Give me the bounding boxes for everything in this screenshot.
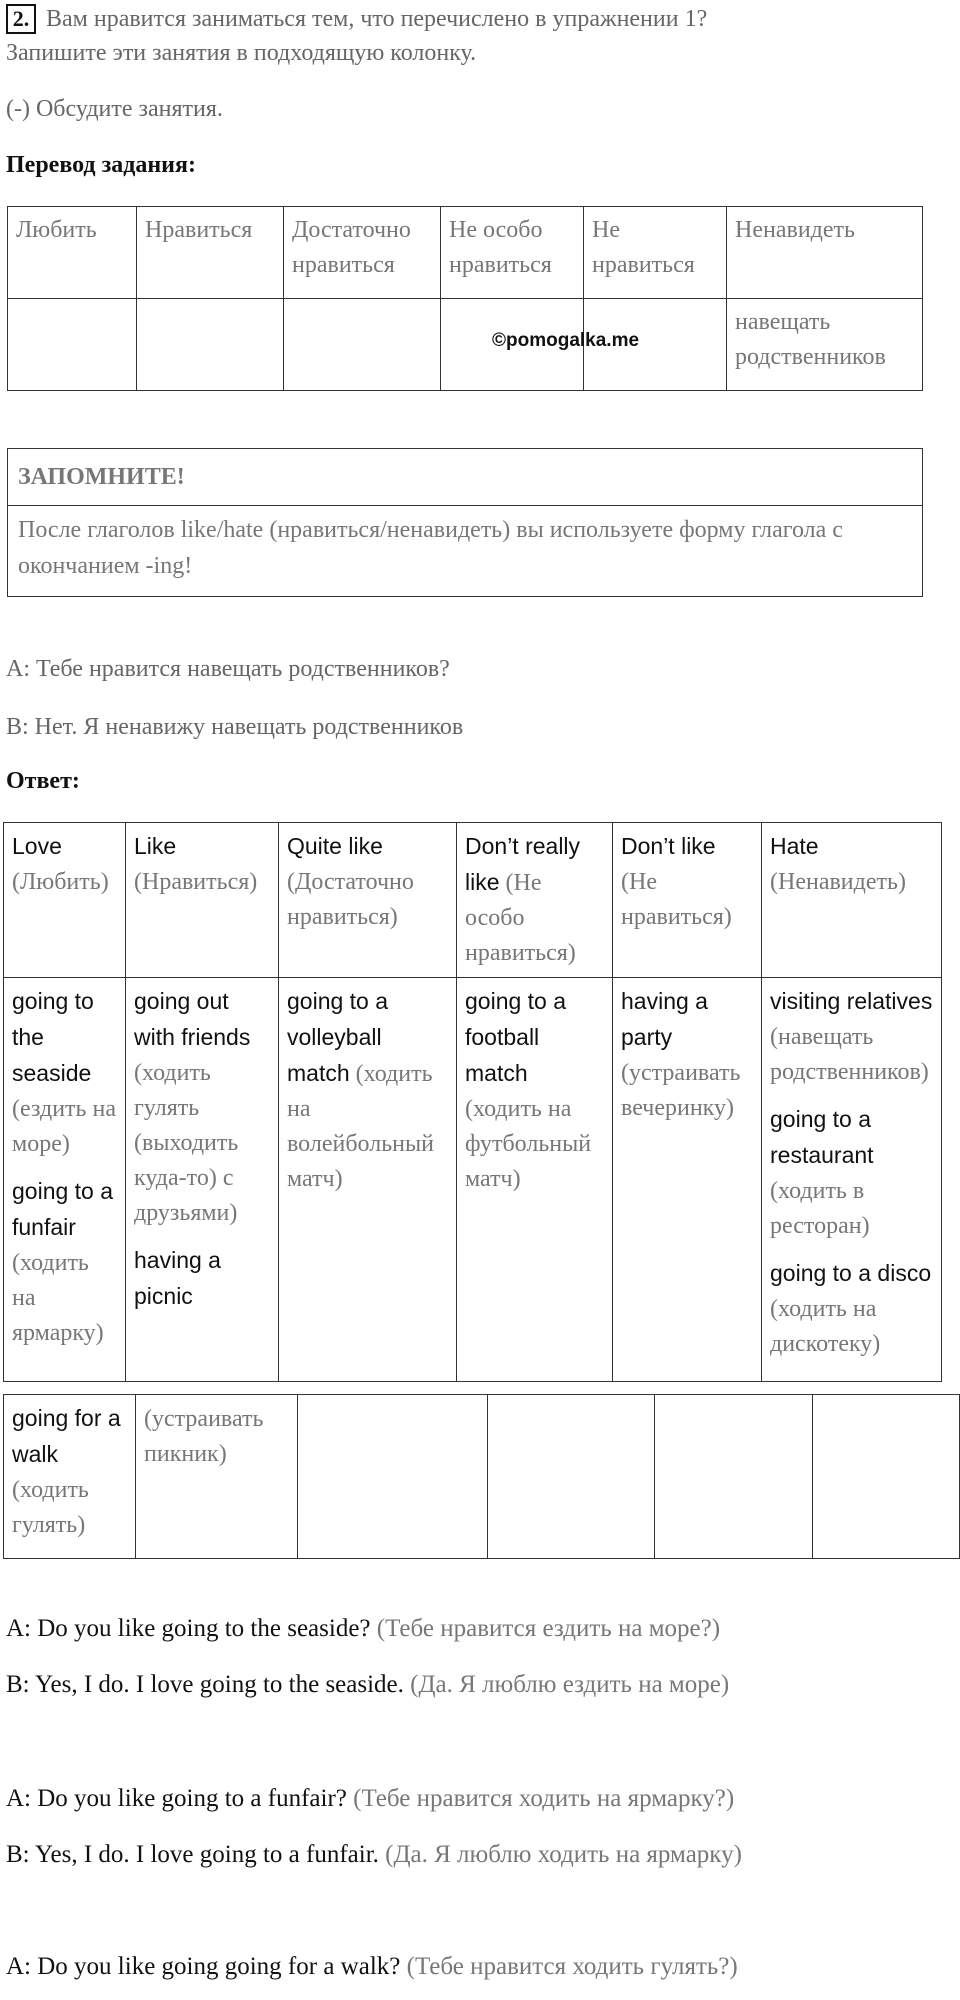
activity-en: going to the seaside — [12, 988, 94, 1086]
dialogue-line — [6, 1950, 738, 1984]
dialogue-en: B: Yes, I do. I love going to the seaside. — [6, 1671, 404, 1698]
t1-header: Нравиться — [137, 207, 284, 299]
dialogue-ru: (Да. Я люблю ходить на ярмарку) — [385, 1841, 742, 1868]
activity-ru: (устраивать вечеринку) — [621, 1060, 741, 1121]
activity-ru: (навещать родственников) — [770, 1024, 929, 1085]
t2-header — [126, 823, 279, 978]
translation-heading: Перевод задания: — [6, 152, 196, 178]
activity-en: going to a funfair — [12, 1178, 114, 1240]
t2-header-ru: (Не особо нравиться) — [465, 870, 576, 966]
task-line-2: Запишите эти занятия в подходящую колонку. — [6, 40, 477, 66]
activity-ru: (ходить гулять) — [12, 1477, 89, 1538]
t1-header: Любить — [8, 207, 137, 299]
ru-dialogue-a: А: Тебе нравится навещать родственников? — [6, 656, 450, 682]
dialogue-en: A: Do you like going going for a walk? — [6, 1953, 401, 1980]
dialogue-line — [6, 1782, 734, 1816]
dialogue-ru: (Да. Я люблю ездить на море) — [410, 1671, 730, 1698]
t2-header-en: Hate — [770, 833, 819, 859]
activity-en: having a picnic — [134, 1247, 221, 1309]
activity-en: going to a disco — [770, 1260, 932, 1286]
t2-cell — [762, 978, 942, 1382]
t2-header — [457, 823, 613, 978]
task-discuss: (-) Обсудите занятия. — [6, 96, 223, 122]
t2-header — [279, 823, 457, 978]
activity-ru: (ходить на волейбольный матч) — [287, 1061, 434, 1192]
t2-header — [762, 823, 942, 978]
dialogue-ru: (Тебе нравится ходить на ярмарку?) — [353, 1785, 735, 1812]
t1-header: Не особо нравиться — [441, 207, 584, 299]
t2-header-ru: (Ненавидеть) — [770, 869, 906, 895]
activity-ru: (ходить гулять (выходить куда-то) с друзьями) — [134, 1060, 239, 1226]
activity-en: going for a walk — [12, 1405, 121, 1467]
t2-cell — [4, 978, 126, 1382]
activity-en: having a party — [621, 988, 708, 1050]
activity-ru: (устраивать пикник) — [144, 1406, 264, 1467]
t3-cell — [4, 1395, 136, 1559]
activity-en: going to a volleyball match — [287, 988, 389, 1086]
task-line-1: Вам нравится заниматься тем, что перечислено в упражнении 1? — [46, 6, 708, 32]
ru-dialogue-b: В: Нет. Я ненавижу навещать родственников — [6, 714, 464, 740]
activity-en: going to a football match — [465, 988, 567, 1086]
remember-body: После глаголов like/hate (нравиться/ненавидеть) вы используете форму глагола с окончанием -ing! — [18, 517, 843, 579]
t2-header-en: Like — [134, 833, 177, 859]
task-text — [6, 2, 707, 70]
translation-table — [7, 206, 923, 391]
dialogue-line — [6, 1838, 742, 1872]
dialogue-ru: (Тебе нравится ходить гулять?) — [406, 1953, 738, 1980]
t2-header-ru: (Любить) — [12, 869, 109, 895]
t1-header: Достаточно нравиться — [284, 207, 441, 299]
t2-header-en: Don’t really like — [465, 833, 581, 895]
remember-box — [7, 448, 923, 597]
t3-cell — [298, 1395, 488, 1559]
remember-title: ЗАПОМНИТЕ! — [8, 449, 922, 506]
t3-cell — [655, 1395, 813, 1559]
t2-header-en: Quite like — [287, 833, 383, 859]
t3-cell — [813, 1395, 960, 1559]
activity-en: going to a restaurant — [770, 1106, 874, 1168]
activity-ru: (ходить на ярмарку) — [12, 1250, 104, 1346]
t2-cell — [457, 978, 613, 1382]
t2-cell — [279, 978, 457, 1382]
activity-ru: (ходить на футбольный матч) — [465, 1096, 592, 1192]
t3-cell — [488, 1395, 655, 1559]
t1-cell — [284, 299, 441, 391]
t2-header-en: Don’t like — [621, 833, 716, 859]
dialogue-en: A: Do you like going to a funfair? — [6, 1785, 347, 1812]
dialogue-line — [6, 1612, 720, 1646]
answer-table — [3, 822, 942, 1382]
t1-header: Ненавидеть — [727, 207, 923, 299]
t2-cell — [613, 978, 762, 1382]
activity-en: going out with friends — [134, 988, 251, 1050]
activity-ru: (ездить на море) — [12, 1096, 116, 1157]
dialogue-line — [6, 1668, 729, 1702]
t2-cell — [126, 978, 279, 1382]
dialogue-ru: (Тебе нравится ездить на море?) — [376, 1615, 721, 1642]
t2-header-ru: (Не нравиться) — [621, 869, 732, 930]
dialogue-en: B: Yes, I do. I love going to a funfair. — [6, 1841, 379, 1868]
t3-cell — [136, 1395, 298, 1559]
answer-heading: Ответ: — [6, 768, 80, 794]
t1-cell — [8, 299, 137, 391]
t2-header-ru: (Нравиться) — [134, 869, 258, 895]
t2-header — [4, 823, 126, 978]
t1-cell — [137, 299, 284, 391]
t1-header: Не нравиться — [584, 207, 727, 299]
watermark: ©pomogalka.me — [492, 330, 640, 351]
activity-ru: (ходить на дискотеку) — [770, 1296, 881, 1357]
task-number: 2. — [6, 4, 36, 34]
activity-ru: (ходить в ресторан) — [770, 1178, 870, 1239]
t2-header-en: Love — [12, 833, 62, 859]
answer-table-continued — [3, 1394, 960, 1559]
activity-en: visiting relatives — [770, 988, 933, 1014]
t2-header — [613, 823, 762, 978]
dialogue-en: A: Do you like going to the seaside? — [6, 1615, 371, 1642]
t1-cell: навещать родственников — [727, 299, 923, 391]
t2-header-ru: (Достаточно нравиться) — [287, 869, 414, 930]
